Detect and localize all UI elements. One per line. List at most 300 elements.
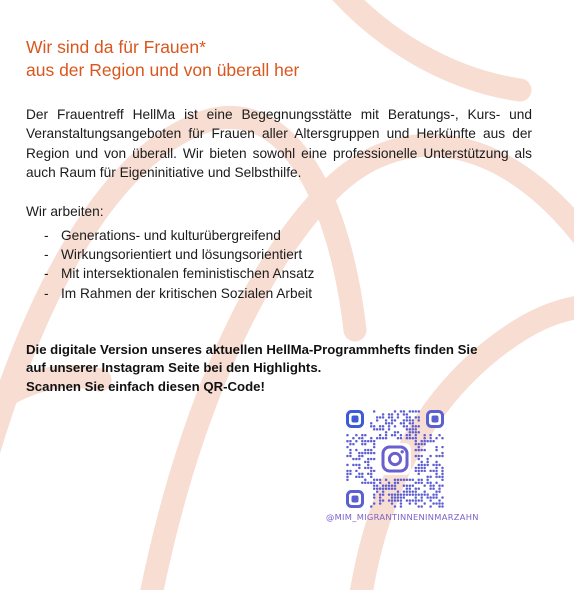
qr-module — [435, 502, 437, 504]
qr-module — [432, 496, 434, 498]
qr-module — [379, 482, 381, 484]
qr-module — [364, 443, 366, 445]
qr-module — [412, 490, 414, 492]
qr-module — [441, 452, 443, 454]
qr-module — [364, 434, 366, 436]
qr-module — [388, 485, 390, 487]
qr-module — [441, 485, 443, 487]
qr-module — [376, 419, 378, 421]
qr-module — [388, 488, 390, 490]
qr-module — [438, 485, 440, 487]
qr-module — [426, 476, 428, 478]
qr-module — [429, 476, 431, 478]
qr-module — [382, 437, 384, 439]
qr-module — [349, 473, 351, 475]
qr-module — [424, 440, 426, 442]
qr-module — [391, 493, 393, 495]
qr-module — [346, 476, 348, 478]
cta-line-2: auf unserer Instagram Seite bei den Highlights. — [26, 360, 322, 376]
qr-module — [367, 452, 369, 454]
qr-module — [373, 443, 375, 445]
qr-module — [435, 482, 437, 484]
qr-module — [406, 479, 408, 481]
qr-module — [406, 493, 408, 495]
qr-module — [355, 476, 357, 478]
qr-module — [421, 440, 423, 442]
qr-module — [358, 437, 360, 439]
qr-module — [429, 482, 431, 484]
qr-module — [367, 461, 369, 463]
qr-module — [394, 479, 396, 481]
qr-module — [355, 458, 357, 460]
qr-module — [424, 490, 426, 492]
qr-module — [373, 493, 375, 495]
qr-module — [403, 490, 405, 492]
qr-module — [370, 467, 372, 469]
qr-module — [418, 482, 420, 484]
qr-module — [373, 502, 375, 504]
qr-module — [373, 485, 375, 487]
qr-module — [438, 502, 440, 504]
qr-module — [415, 416, 417, 418]
qr-module — [394, 505, 396, 507]
qr-module — [429, 440, 431, 442]
qr-module — [394, 493, 396, 495]
qr-module — [429, 499, 431, 501]
qr-module — [394, 488, 396, 490]
qr-module — [429, 496, 431, 498]
qr-module — [435, 496, 437, 498]
qr-module — [370, 458, 372, 460]
qr-module — [438, 434, 440, 436]
qr-module — [435, 437, 437, 439]
qr-module — [379, 479, 381, 481]
qr-module — [403, 410, 405, 412]
bullet-dash: - — [44, 285, 49, 301]
qr-module — [394, 496, 396, 498]
qr-module — [373, 470, 375, 472]
qr-module — [426, 461, 428, 463]
instagram-qr-code[interactable] — [346, 410, 444, 508]
qr-module — [429, 505, 431, 507]
qr-module — [424, 434, 426, 436]
qr-module — [382, 490, 384, 492]
heading-line-2: aus der Region und von überall her — [26, 60, 300, 80]
qr-module — [424, 470, 426, 472]
qr-module — [373, 446, 375, 448]
qr-module — [409, 419, 411, 421]
qr-module — [403, 425, 405, 427]
qr-module — [432, 493, 434, 495]
qr-module — [373, 482, 375, 484]
qr-module — [415, 431, 417, 433]
qr-module — [409, 490, 411, 492]
qr-module — [376, 437, 378, 439]
qr-module — [441, 479, 443, 481]
qr-module — [349, 455, 351, 457]
work-list-item — [44, 245, 532, 264]
qr-module — [421, 482, 423, 484]
qr-module — [435, 467, 437, 469]
qr-module — [406, 488, 408, 490]
qr-module — [418, 479, 420, 481]
qr-module — [412, 485, 414, 487]
qr-module — [441, 473, 443, 475]
qr-module — [415, 490, 417, 492]
qr-module — [391, 502, 393, 504]
qr-module — [406, 434, 408, 436]
qr-module — [367, 473, 369, 475]
qr-module — [364, 452, 366, 454]
qr-module — [361, 476, 363, 478]
qr-module — [441, 446, 443, 448]
qr-module — [424, 449, 426, 451]
qr-module — [421, 464, 423, 466]
qr-module — [432, 488, 434, 490]
qr-module — [415, 437, 417, 439]
qr-module — [379, 502, 381, 504]
work-list — [26, 226, 532, 303]
qr-module — [376, 416, 378, 418]
qr-module — [352, 443, 354, 445]
qr-module — [418, 425, 420, 427]
qr-module — [391, 488, 393, 490]
qr-module — [412, 493, 414, 495]
qr-module — [429, 455, 431, 457]
qr-module — [412, 422, 414, 424]
qr-module — [409, 479, 411, 481]
qr-module — [426, 482, 428, 484]
qr-module — [352, 437, 354, 439]
qr-module — [424, 502, 426, 504]
qr-module — [426, 458, 428, 460]
main-content — [26, 36, 532, 397]
qr-module — [421, 493, 423, 495]
qr-module — [358, 467, 360, 469]
qr-module — [352, 458, 354, 460]
qr-module — [382, 425, 384, 427]
qr-module — [441, 476, 443, 478]
qr-module — [409, 434, 411, 436]
qr-module — [429, 485, 431, 487]
qr-module — [367, 449, 369, 451]
qr-module — [418, 449, 420, 451]
qr-module — [400, 493, 402, 495]
qr-module — [421, 470, 423, 472]
qr-module — [400, 499, 402, 501]
qr-module — [355, 434, 357, 436]
work-list-item — [44, 226, 532, 245]
qr-module — [346, 464, 348, 466]
qr-module — [370, 425, 372, 427]
qr-module — [397, 482, 399, 484]
qr-module — [346, 455, 348, 457]
qr-module — [415, 443, 417, 445]
qr-module — [394, 410, 396, 412]
qr-module — [397, 496, 399, 498]
qr-module — [370, 482, 372, 484]
qr-module — [355, 470, 357, 472]
qr-module — [373, 479, 375, 481]
qr-module — [418, 493, 420, 495]
qr-module — [376, 490, 378, 492]
qr-module — [358, 464, 360, 466]
qr-module — [409, 485, 411, 487]
qr-module — [421, 455, 423, 457]
qr-module — [426, 493, 428, 495]
qr-module — [361, 473, 363, 475]
qr-module — [429, 488, 431, 490]
qr-module — [415, 428, 417, 430]
qr-module — [346, 470, 348, 472]
qr-code-block — [326, 410, 479, 522]
qr-module — [379, 434, 381, 436]
qr-module — [421, 443, 423, 445]
qr-module — [406, 437, 408, 439]
qr-module — [379, 496, 381, 498]
qr-module — [373, 425, 375, 427]
qr-module — [370, 470, 372, 472]
qr-module — [397, 431, 399, 433]
qr-module — [435, 461, 437, 463]
bullet-dash: - — [44, 228, 49, 244]
qr-module — [435, 449, 437, 451]
qr-module — [418, 416, 420, 418]
qr-module — [364, 482, 366, 484]
qr-module — [403, 496, 405, 498]
qr-module — [406, 425, 408, 427]
qr-finder-top-left — [348, 412, 363, 427]
qr-module — [358, 473, 360, 475]
qr-module — [349, 452, 351, 454]
qr-module — [358, 476, 360, 478]
qr-module — [406, 490, 408, 492]
qr-module — [352, 464, 354, 466]
work-list-item — [44, 284, 532, 303]
qr-finder-top-right — [428, 412, 443, 427]
qr-module — [412, 479, 414, 481]
qr-module — [409, 502, 411, 504]
qr-module — [400, 496, 402, 498]
qr-module — [426, 464, 428, 466]
cta-line-1: Die digitale Version unseres aktuellen HellMa-Programmhefts finden Sie — [26, 341, 478, 357]
qr-module — [385, 431, 387, 433]
qr-module — [441, 470, 443, 472]
qr-module — [370, 476, 372, 478]
qr-module — [438, 464, 440, 466]
qr-module — [379, 428, 381, 430]
qr-module — [432, 440, 434, 442]
qr-module — [438, 499, 440, 501]
qr-module — [421, 499, 423, 501]
qr-module — [382, 416, 384, 418]
qr-module — [388, 413, 390, 415]
qr-module — [364, 440, 366, 442]
qr-module — [421, 449, 423, 451]
qr-module — [438, 488, 440, 490]
qr-module — [382, 413, 384, 415]
qr-module — [400, 410, 402, 412]
qr-module — [403, 422, 405, 424]
qr-module — [379, 488, 381, 490]
qr-module — [418, 473, 420, 475]
qr-module — [435, 493, 437, 495]
qr-module — [391, 485, 393, 487]
qr-module — [435, 455, 437, 457]
qr-module — [388, 422, 390, 424]
instagram-handle: @MIM_MIGRANTINNENINMARZAHN — [326, 512, 479, 522]
qr-module — [415, 482, 417, 484]
qr-module — [388, 482, 390, 484]
qr-module — [394, 485, 396, 487]
qr-module — [397, 499, 399, 501]
qr-module — [379, 499, 381, 501]
qr-module — [400, 422, 402, 424]
page-heading — [26, 36, 532, 82]
qr-module — [364, 467, 366, 469]
qr-module — [388, 493, 390, 495]
qr-module — [361, 434, 363, 436]
qr-module — [397, 479, 399, 481]
qr-module — [391, 419, 393, 421]
qr-module — [373, 428, 375, 430]
qr-module — [394, 482, 396, 484]
qr-module — [382, 493, 384, 495]
qr-module — [415, 449, 417, 451]
qr-module — [409, 437, 411, 439]
qr-module — [397, 493, 399, 495]
qr-module — [370, 422, 372, 424]
qr-module — [373, 458, 375, 460]
qr-module — [394, 419, 396, 421]
qr-module — [373, 496, 375, 498]
qr-module — [349, 440, 351, 442]
qr-module — [415, 496, 417, 498]
qr-module — [385, 488, 387, 490]
qr-module — [361, 452, 363, 454]
qr-module — [379, 437, 381, 439]
qr-module — [370, 505, 372, 507]
qr-module — [429, 434, 431, 436]
qr-module — [400, 434, 402, 436]
qr-module — [418, 419, 420, 421]
qr-module — [400, 505, 402, 507]
qr-module — [435, 473, 437, 475]
qr-module — [441, 467, 443, 469]
qr-module — [370, 449, 372, 451]
qr-module — [367, 458, 369, 460]
qr-module — [406, 416, 408, 418]
qr-module — [370, 452, 372, 454]
qr-module — [438, 476, 440, 478]
qr-module — [409, 410, 411, 412]
qr-module — [409, 431, 411, 433]
qr-module — [370, 440, 372, 442]
qr-module — [379, 416, 381, 418]
instagram-icon — [379, 443, 411, 475]
work-list-item-text: Wirkungsorientiert und lösungsorientiert — [61, 247, 303, 263]
qr-module — [361, 443, 363, 445]
qr-module — [376, 488, 378, 490]
qr-module — [406, 419, 408, 421]
qr-module — [424, 493, 426, 495]
qr-module — [409, 422, 411, 424]
qr-module — [412, 499, 414, 501]
call-to-action — [26, 341, 532, 397]
qr-module — [412, 410, 414, 412]
qr-module — [418, 505, 420, 507]
qr-module — [429, 470, 431, 472]
intro-paragraph: Der Frauentreff HellMa ist eine Begegnungsstätte mit Beratungs-, Kurs- und Veranstaltungsangeboten für Frauen aller Altersgruppen und Herkünfte aus der Region und von überall. Wir bieten sowohl eine professionelle Unterstützung als auch Raum für Eigeninitiative und Selbsthilfe. — [26, 107, 532, 181]
qr-module — [432, 502, 434, 504]
qr-module — [370, 437, 372, 439]
work-list-item-text: Im Rahmen der kritischen Sozialen Arbeit — [61, 285, 313, 301]
qr-module — [367, 440, 369, 442]
qr-module — [400, 479, 402, 481]
qr-module — [438, 505, 440, 507]
qr-module — [388, 416, 390, 418]
qr-module — [391, 499, 393, 501]
qr-module — [441, 437, 443, 439]
qr-module — [441, 496, 443, 498]
qr-module — [385, 419, 387, 421]
qr-module — [346, 434, 348, 436]
qr-module — [432, 470, 434, 472]
qr-module — [418, 499, 420, 501]
qr-module — [418, 467, 420, 469]
qr-module — [421, 461, 423, 463]
qr-module — [373, 452, 375, 454]
qr-module — [397, 490, 399, 492]
qr-module — [382, 499, 384, 501]
qr-module — [435, 490, 437, 492]
qr-module — [415, 455, 417, 457]
qr-module — [361, 440, 363, 442]
qr-module — [418, 488, 420, 490]
qr-module — [426, 496, 428, 498]
qr-module — [358, 458, 360, 460]
qr-module — [424, 443, 426, 445]
qr-module — [394, 434, 396, 436]
qr-module — [403, 485, 405, 487]
qr-module — [397, 416, 399, 418]
qr-module — [409, 488, 411, 490]
qr-module — [415, 434, 417, 436]
qr-module — [415, 440, 417, 442]
qr-module — [441, 502, 443, 504]
qr-module — [400, 502, 402, 504]
qr-module — [403, 413, 405, 415]
qr-module — [373, 488, 375, 490]
qr-module — [391, 416, 393, 418]
qr-module — [438, 455, 440, 457]
qr-module — [394, 431, 396, 433]
qr-module — [367, 482, 369, 484]
qr-module — [400, 437, 402, 439]
qr-module — [388, 428, 390, 430]
qr-module — [426, 440, 428, 442]
qr-module — [418, 446, 420, 448]
qr-module — [403, 419, 405, 421]
qr-module — [379, 425, 381, 427]
qr-module — [418, 464, 420, 466]
qr-module — [355, 440, 357, 442]
qr-module — [432, 464, 434, 466]
qr-module — [409, 493, 411, 495]
qr-module — [435, 476, 437, 478]
work-list-item-text: Mit intersektionalen feministischen Ansatz — [61, 266, 315, 282]
qr-module — [409, 428, 411, 430]
